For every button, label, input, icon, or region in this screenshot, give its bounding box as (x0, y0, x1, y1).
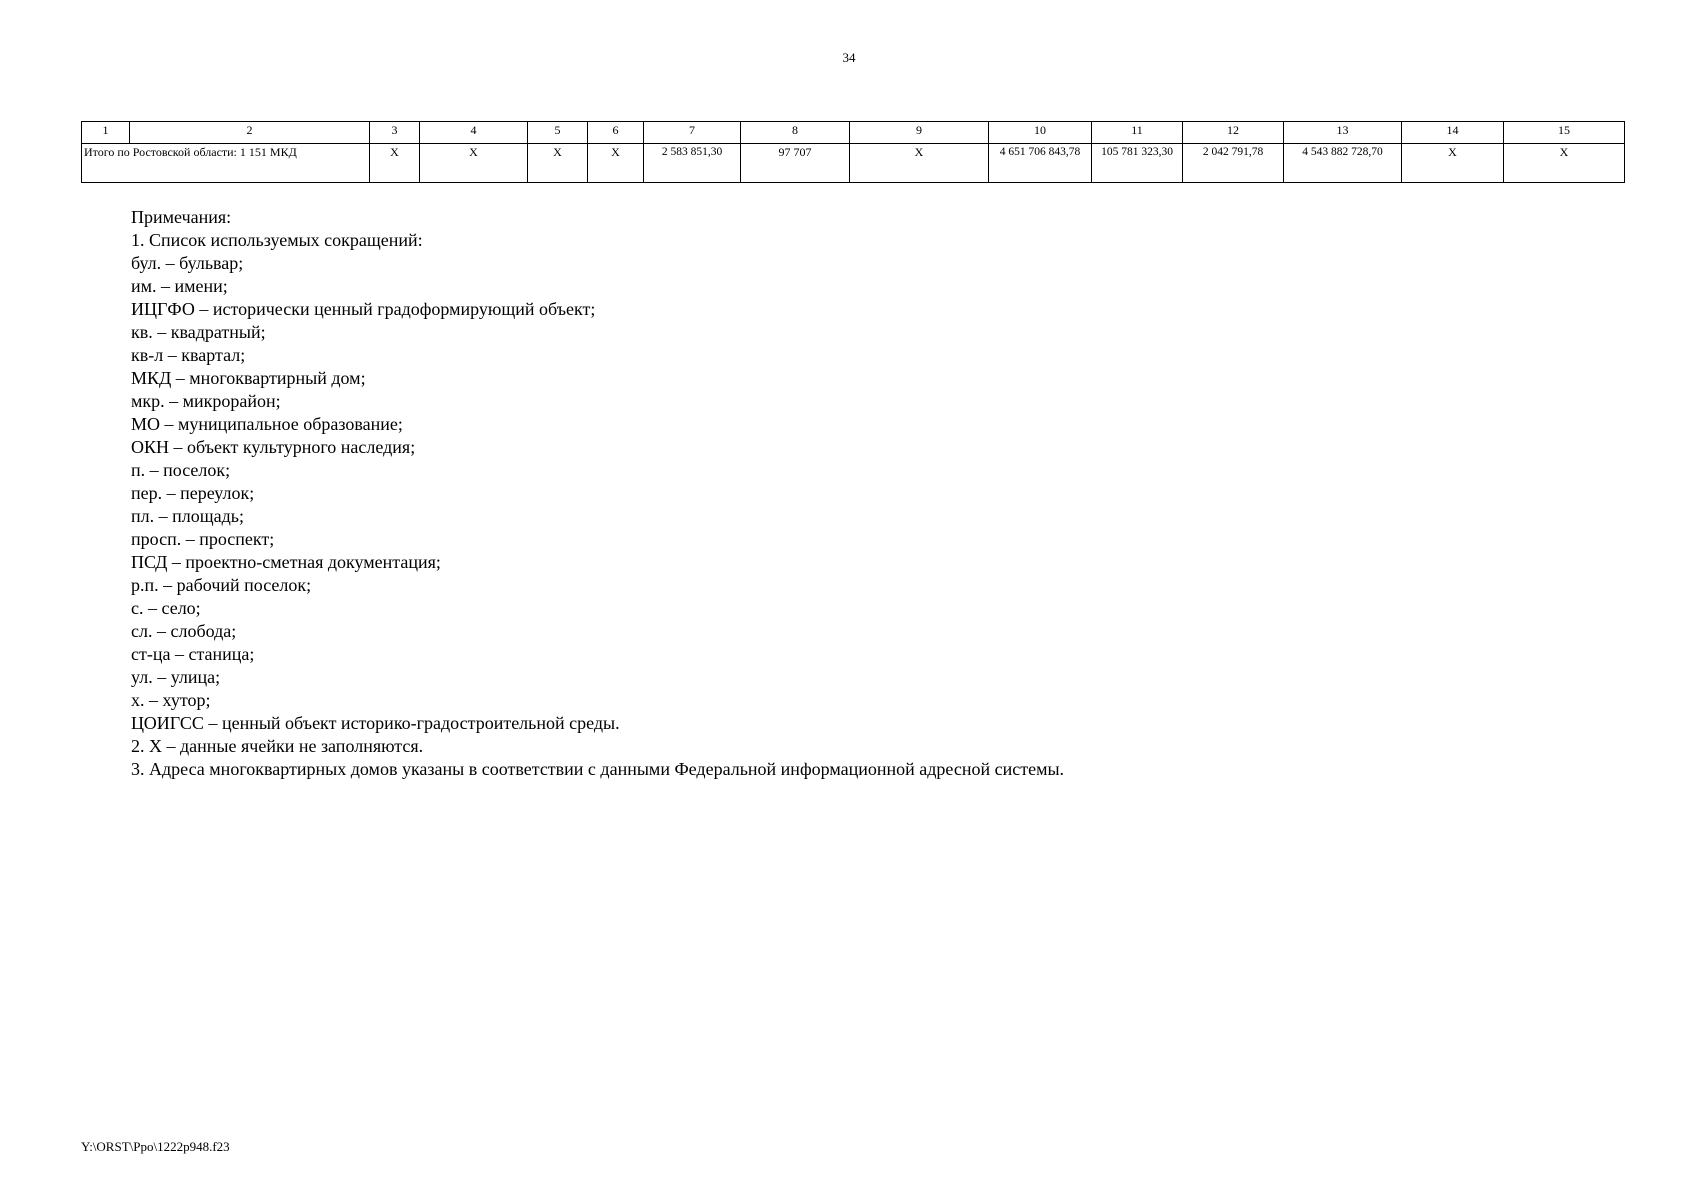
file-path-footer: Y:\ORST\Ppo\1222p948.f23 (81, 1139, 230, 1154)
total-cell-10: 4 651 706 843,78 (989, 144, 1092, 183)
column-number-13: 13 (1284, 122, 1402, 144)
column-number-2: 2 (130, 122, 370, 144)
total-label: Итого по Ростовской области: 1 151 МКД (82, 144, 370, 183)
notes-heading: Примечания: (131, 207, 232, 227)
column-number-7: 7 (644, 122, 741, 144)
column-number-9: 9 (850, 122, 989, 144)
column-number-6: 6 (588, 122, 644, 144)
total-cell-11: 105 781 323,30 (1092, 144, 1183, 183)
note-line: кв-л – квартал; (131, 345, 246, 365)
column-number-14: 14 (1402, 122, 1504, 144)
note-line: х. – хутор; (131, 690, 211, 710)
column-number-row (82, 122, 1625, 144)
total-cell-15: X (1504, 144, 1625, 183)
total-cell-13: 4 543 882 728,70 (1284, 144, 1402, 183)
column-number-3: 3 (370, 122, 420, 144)
note-line: пл. – площадь; (131, 506, 244, 526)
note-line: п. – поселок; (131, 460, 231, 480)
note-line: ИЦГФО – исторически ценный градоформирующий объект; (131, 299, 596, 319)
note-line: ЦОИГСС – ценный объект историко-градостроительной среды. (131, 713, 620, 733)
note-line: р.п. – рабочий поселок; (131, 575, 312, 595)
total-cell-8: 97 707 (741, 144, 850, 183)
note-empty-cells: 2. X – данные ячейки не заполняются. (131, 736, 424, 756)
column-number-12: 12 (1183, 122, 1284, 144)
note-line: МО – муниципальное образование; (131, 414, 403, 434)
note-line: ул. – улица; (131, 667, 221, 687)
note-line: ОКН – объект культурного наследия; (131, 437, 416, 457)
total-cell-12: 2 042 791,78 (1183, 144, 1284, 183)
total-cell-9: X (850, 144, 989, 183)
note-line: сл. – слобода; (131, 621, 237, 641)
note-line: им. – имени; (131, 276, 228, 296)
note-line: мкр. – микрорайон; (131, 391, 281, 411)
note-addresses: 3. Адреса многоквартирных домов указаны в соответствии с данными Федеральной информационной адресной системы. (131, 759, 1065, 779)
total-cell-3: X (370, 144, 420, 183)
column-number-15: 15 (1504, 122, 1625, 144)
total-cell-5: X (528, 144, 588, 183)
total-row (82, 144, 1625, 183)
total-cell-4: X (420, 144, 528, 183)
page-number: 34 (842, 50, 856, 65)
total-cell-7: 2 583 851,30 (644, 144, 741, 183)
totals-table (81, 121, 1625, 183)
total-cell-6: X (588, 144, 644, 183)
note-line: ПСД – проектно-сметная документация; (131, 552, 441, 572)
column-number-11: 11 (1092, 122, 1183, 144)
note-line: с. – село; (131, 598, 201, 618)
notes-section (131, 206, 1064, 781)
column-number-1: 1 (82, 122, 130, 144)
column-number-5: 5 (528, 122, 588, 144)
note-line: пер. – переулок; (131, 483, 255, 503)
total-cell-14: X (1402, 144, 1504, 183)
note-abbreviations-title: 1. Список используемых сокращений: (131, 230, 423, 250)
column-number-8: 8 (741, 122, 850, 144)
column-number-4: 4 (420, 122, 528, 144)
column-number-10: 10 (989, 122, 1092, 144)
note-line: МКД – многоквартирный дом; (131, 368, 366, 388)
note-line: кв. – квадратный; (131, 322, 266, 342)
note-line: бул. – бульвар; (131, 253, 244, 273)
note-line: ст-ца – станица; (131, 644, 255, 664)
note-line: просп. – проспект; (131, 529, 275, 549)
